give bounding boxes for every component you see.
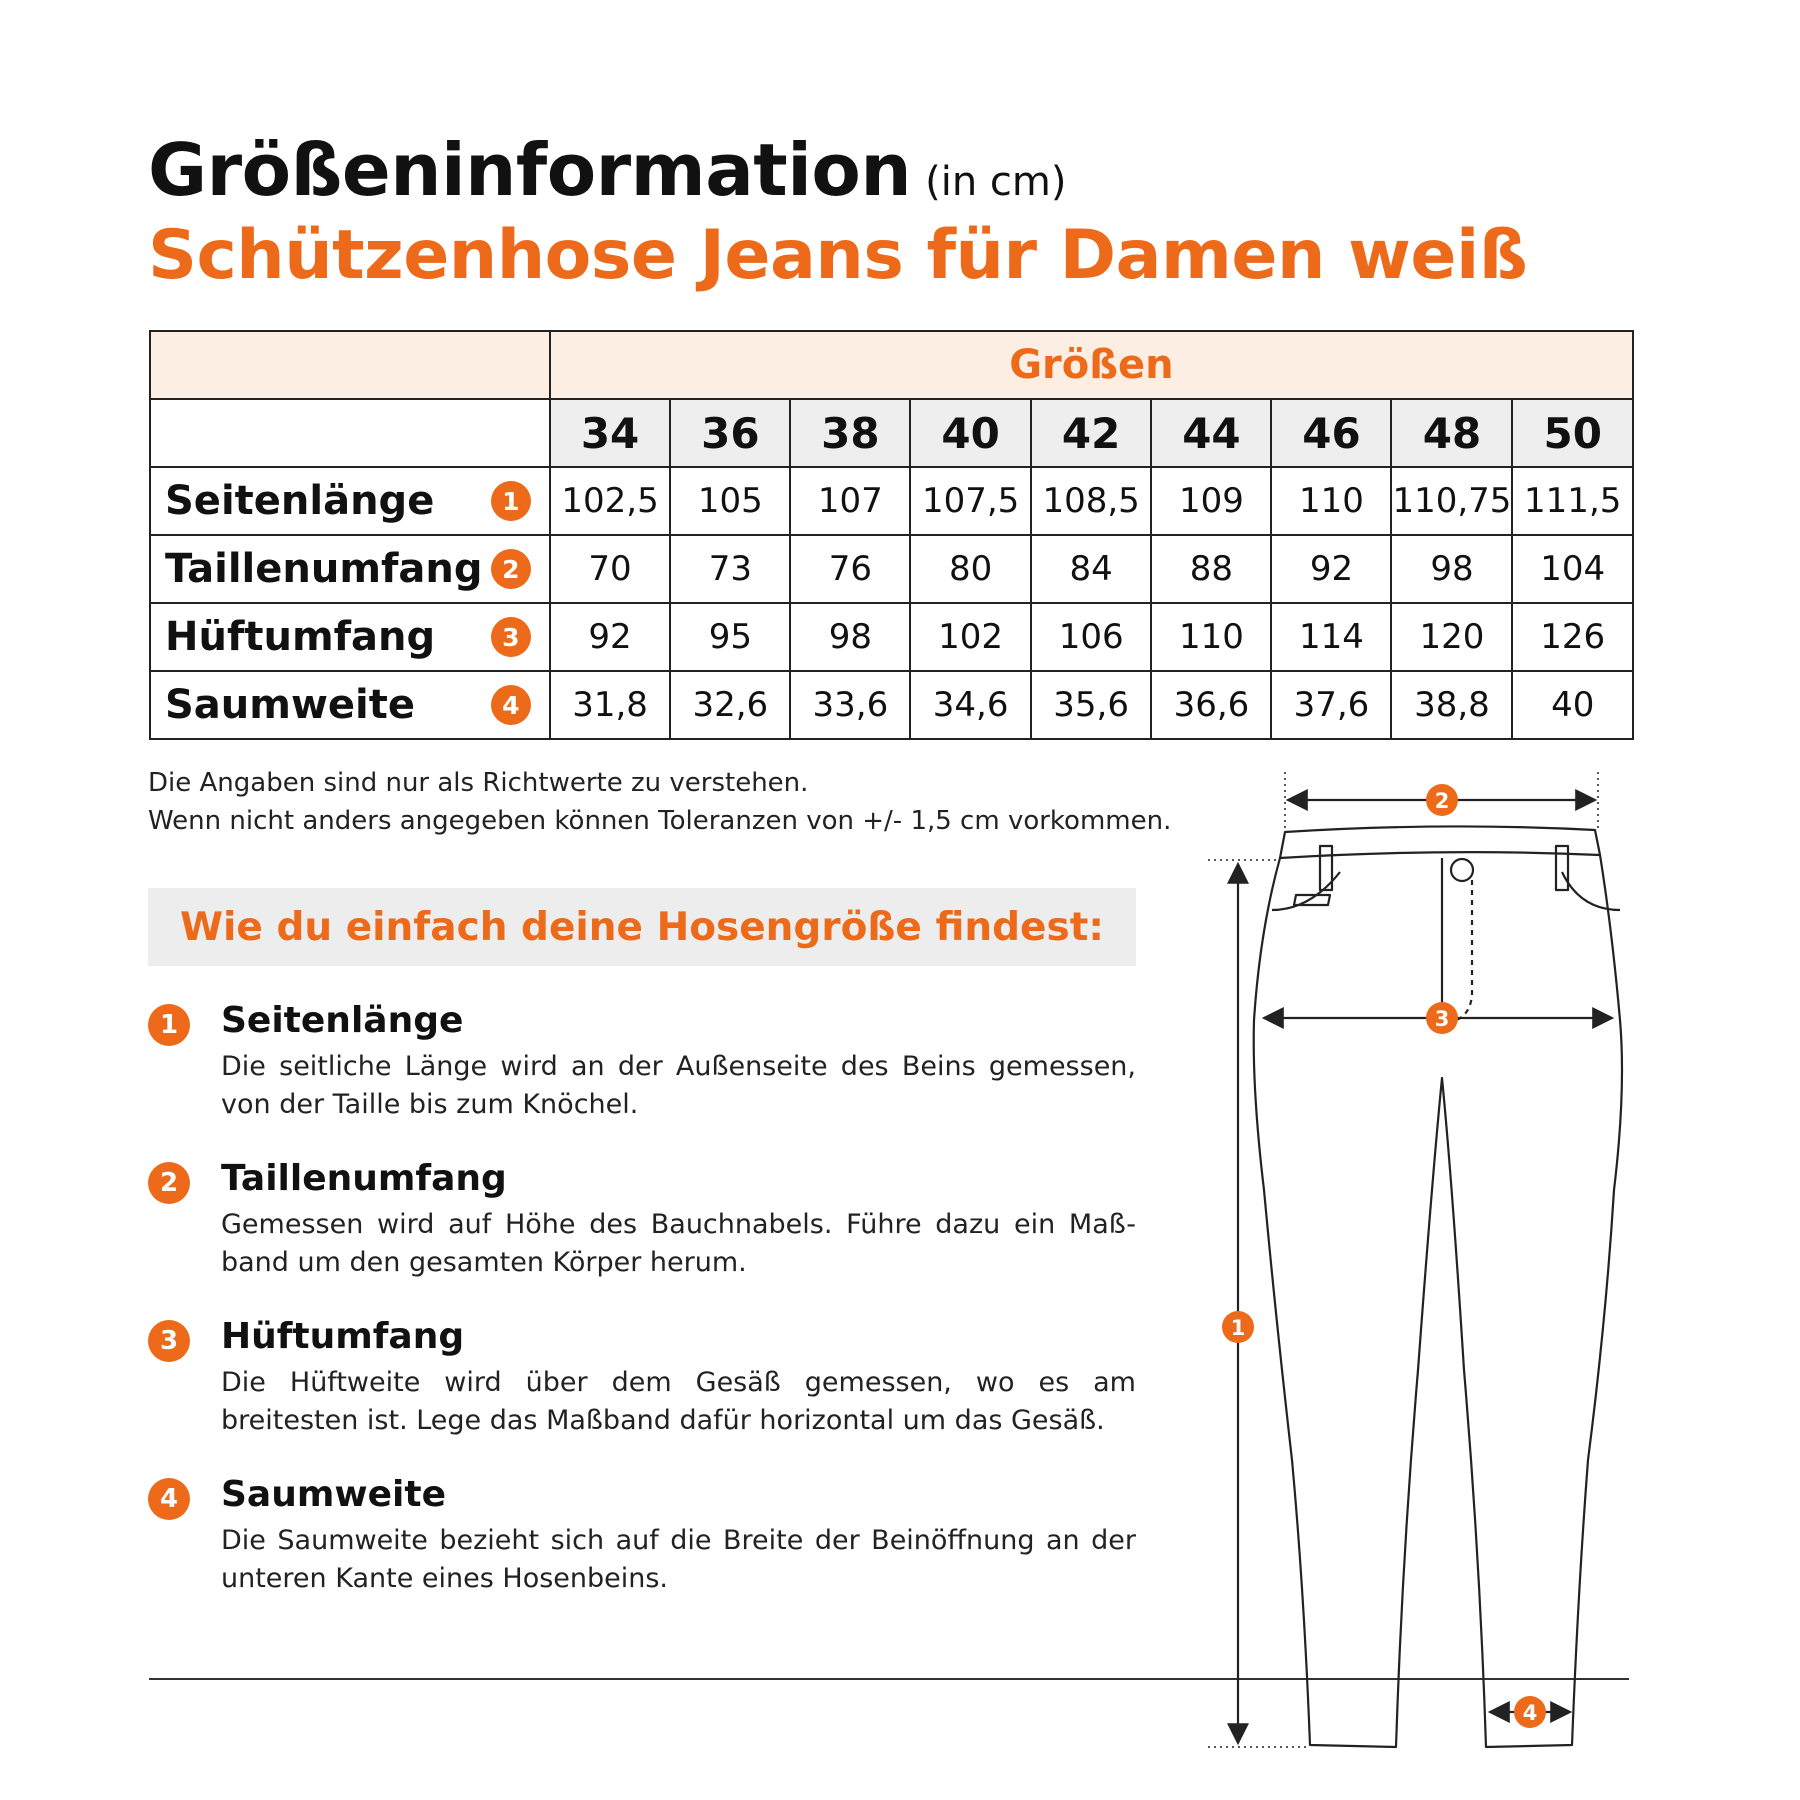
table-row [150, 467, 1633, 535]
table-cell: 98 [1391, 535, 1512, 603]
table-cell: 111,5 [1512, 467, 1633, 535]
table-cell: 33,6 [790, 671, 910, 739]
badge-waist [1426, 784, 1458, 816]
group-header-row [150, 331, 1633, 399]
row-label-text: Hüftumfang [165, 614, 436, 660]
table-cell: 35,6 [1031, 671, 1152, 739]
title-main: Größeninformation [148, 128, 912, 212]
table-cell: 107 [790, 467, 910, 535]
size-header: 34 [550, 399, 671, 467]
jeans-diagram [1180, 760, 1640, 1770]
size-header: 48 [1391, 399, 1512, 467]
table-row [150, 603, 1633, 671]
jeans-outline [1254, 826, 1622, 1747]
table-cell: 36,6 [1151, 671, 1271, 739]
step-text: Die Saumweite bezieht sich auf die Breite der Beinöffnung an der unteren Kante eines Hosenbeins. [221, 1525, 1136, 1594]
table-cell: 102,5 [550, 467, 671, 535]
notes [148, 764, 1171, 840]
guide-title: Wie du einfach deine Hosengröße findest: [180, 904, 1104, 950]
badge-hem [1514, 1696, 1546, 1728]
note-line: Wenn nicht anders angegeben können Toleranzen von +/- 1,5 cm vorkommen. [148, 806, 1172, 836]
product-subtitle: Schützenhose Jeans für Damen weiß [148, 216, 1528, 295]
number-badge: 4 [491, 685, 531, 725]
step-title: Saumweite [221, 1474, 446, 1515]
size-header: 36 [670, 399, 790, 467]
table-cell: 110 [1271, 467, 1391, 535]
table-cell: 38,8 [1391, 671, 1512, 739]
table-cell: 98 [790, 603, 910, 671]
table-cell: 106 [1031, 603, 1152, 671]
table-cell: 76 [790, 535, 910, 603]
table-cell: 110,75 [1391, 467, 1512, 535]
number-badge: 3 [491, 617, 531, 657]
table-cell: 95 [670, 603, 790, 671]
table-cell: 102 [910, 603, 1031, 671]
title-unit: (in cm) [925, 159, 1067, 205]
size-header: 38 [790, 399, 910, 467]
number-badge: 1 [148, 1004, 190, 1046]
row-label [150, 535, 550, 603]
header-corner [150, 331, 550, 399]
table-cell: 104 [1512, 535, 1633, 603]
table-cell: 107,5 [910, 467, 1031, 535]
row-label-text: Seitenlänge [165, 478, 435, 524]
table-cell: 84 [1031, 535, 1152, 603]
size-header: 46 [1271, 399, 1391, 467]
page-title [148, 128, 1066, 212]
sizes-group-header: Größen [550, 331, 1633, 399]
table-cell: 31,8 [550, 671, 671, 739]
table-cell: 80 [910, 535, 1031, 603]
table-cell: 32,6 [670, 671, 790, 739]
guide-header [148, 888, 1136, 966]
number-badge: 2 [148, 1162, 190, 1204]
table-cell: 126 [1512, 603, 1633, 671]
step-title: Hüftumfang [221, 1316, 465, 1357]
number-badge: 3 [148, 1320, 190, 1362]
table-cell: 105 [670, 467, 790, 535]
table-cell: 120 [1391, 603, 1512, 671]
size-header: 42 [1031, 399, 1152, 467]
svg-text:3: 3 [1434, 1007, 1450, 1031]
table-cell: 109 [1151, 467, 1271, 535]
row-label [150, 671, 550, 739]
row-label-text: Saumweite [165, 682, 415, 728]
step-text: Die seitliche Länge wird an der Außenseite des Beins gemessen, von der Taille bis zum Knöchel. [221, 1051, 1136, 1120]
badge-hip [1426, 1002, 1458, 1034]
step-text: Gemessen wird auf Höhe des Bauchnabels. Führe dazu ein Maß-band um den gesamten Körper herum. [221, 1209, 1136, 1278]
row-label [150, 603, 550, 671]
table-cell: 73 [670, 535, 790, 603]
size-header: 44 [1151, 399, 1271, 467]
table-row [150, 535, 1633, 603]
step-title: Taillenumfang [221, 1158, 507, 1199]
table-cell: 108,5 [1031, 467, 1152, 535]
table-cell: 110 [1151, 603, 1271, 671]
size-header-row [150, 399, 1633, 467]
number-badge: 4 [148, 1478, 190, 1520]
row-label-text: Taillenumfang [165, 546, 483, 592]
table-cell: 114 [1271, 603, 1391, 671]
size-header-corner [150, 399, 550, 467]
table-cell: 92 [550, 603, 671, 671]
table-cell: 70 [550, 535, 671, 603]
svg-text:2: 2 [1434, 789, 1450, 813]
table-cell: 34,6 [910, 671, 1031, 739]
size-table [149, 330, 1634, 740]
svg-text:4: 4 [1522, 1701, 1538, 1725]
step-title: Seitenlänge [221, 1000, 464, 1041]
table-cell: 88 [1151, 535, 1271, 603]
table-cell: 92 [1271, 535, 1391, 603]
table-row [150, 671, 1633, 739]
note-line: Die Angaben sind nur als Richtwerte zu verstehen. [148, 768, 809, 798]
svg-text:1: 1 [1230, 1316, 1246, 1340]
row-label [150, 467, 550, 535]
size-header: 40 [910, 399, 1031, 467]
number-badge: 2 [491, 549, 531, 589]
badge-length [1222, 1311, 1254, 1343]
step-text: Die Hüftweite wird über dem Gesäß gemessen, wo es am breitesten ist. Lege das Maßband dafür horizontal um das Gesäß. [221, 1367, 1136, 1436]
number-badge: 1 [491, 481, 531, 521]
table-cell: 37,6 [1271, 671, 1391, 739]
size-header: 50 [1512, 399, 1633, 467]
table-cell: 40 [1512, 671, 1633, 739]
